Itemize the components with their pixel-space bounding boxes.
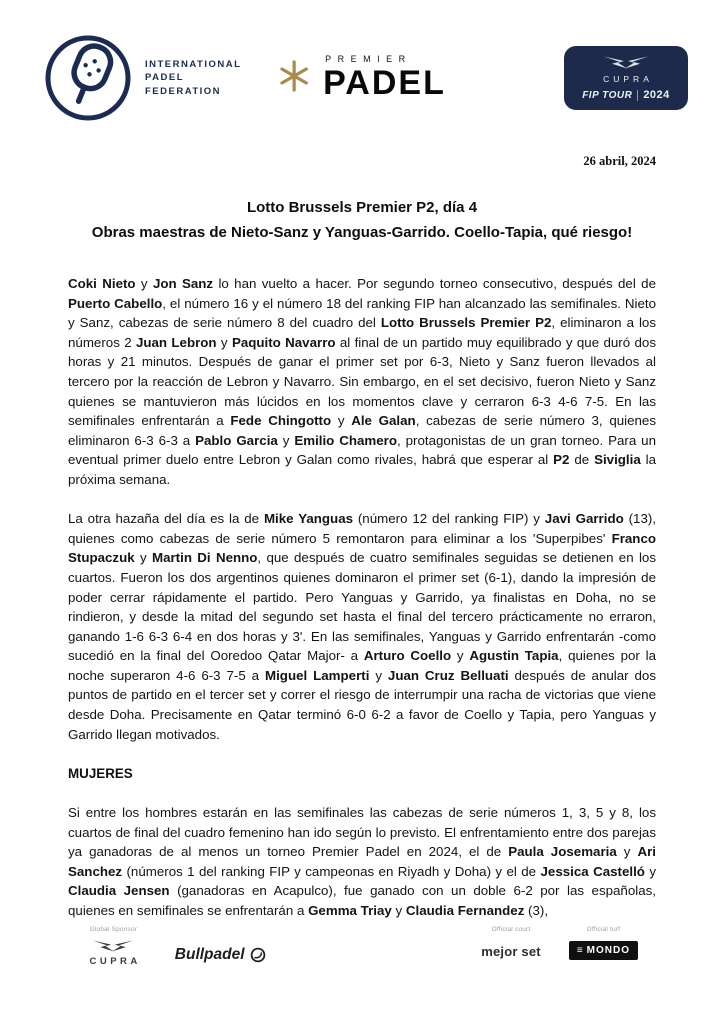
mondo-logo-text: MONDO — [586, 945, 630, 956]
cupra-emblem-icon — [92, 939, 134, 953]
cupra-logo — [86, 939, 141, 967]
premier-padel-star-icon — [278, 59, 310, 93]
official-court-label: Official court — [491, 926, 531, 933]
mejorset-logo: mejor set — [481, 944, 541, 959]
fip-tour-label: FIP TOUR — [582, 89, 633, 101]
mondo-logo — [569, 941, 638, 960]
sponsor-bullpadel — [175, 926, 266, 964]
fip-logo-line-3: FEDERATION — [145, 85, 222, 97]
bullpadel-logo — [175, 946, 266, 964]
fip-logo-wordmark — [145, 58, 241, 99]
document-title — [0, 196, 724, 245]
paragraph-mujeres: Si entre los hombres estarán en las semifinales las cabezas de serie números 1, 3, 5 y 8, los cuartos de final del cuadro femenino han ido según lo previsto. El enfrentamiento entre dos parejas ya ganadoras de al menos un torneo Premier Padel en 2024, el de Paula Josemaria y Ari Sanchez (números 1 del ranking FIP y campeonas en Riyadh y Doha) y el de Jessica Castelló y Claudia Jensen (ganadoras en Acapulco), fue ganado con un doble 6-2 por las españolas, quienes en semifinales se enfrentarán a Gemma Triay y Claudia Fernandez (3), — [68, 805, 657, 918]
mondo-lines-icon: ≡ — [576, 945, 583, 956]
paragraph-yanguas-garrido: La otra hazaña del día es la de Mike Yanguas (número 12 del ranking FIP) y Javi Garrido (13), quienes como cabezas de serie número 5 remontaron para eliminar a los 'Superpibes' Franco Stupaczuk y Martin Di Nenno, que después de cuatro semifinales seguidas se detienen en los cuartos. Fueron los dos argentinos quienes dominaron el primer set (6-1), dando la impresión de poder cerrar rápidamente el partido. Pero Yanguas y Garrido, ya finalistas en Doha, no se rindieron, y desde la mitad del segundo set hasta el final del tercero prácticamente no erraron, ganando 1-6 6-3 6-4 en dos horas y 3'. En las semifinales, Yanguas y Garrido enfrentarán -como sucedió en la final del Ooredoo Qatar Major- a Arturo Coello y Agustin Tapia, quienes por la noche superaron 4-6 6-3 7-5 a Miguel Lamperti y Juan Cruz Belluati después de anular dos puntos de partido en el tercer set y correr el riesgo de interrumpir una racha de victorias que viene desde Doha. Precisamente en Qatar terminó 6-0 6-2 a favor de Coello y Tapia, pero Yanguas y Garrido llegan motivados. — [68, 511, 656, 742]
premier-padel-wordmark — [323, 54, 446, 102]
official-turf-label: Official turf — [586, 926, 621, 933]
paragraph-nieto-sanz: Coki Nieto y Jon Sanz lo han vuelto a hacer. Por segundo torneo consecutivo, después del de Puerto Cabello, el número 16 y el número 18 del ranking FIP han alcanzado las semifinales. Nieto y Sanz, cabezas de serie número 8 del cuadro del Lotto Brussels Premier P2, eliminaron a los números 2 Juan Lebron y Paquito Navarro al final de un partido muy equilibrado y que duró dos horas y 21 minutos. Después de ganar el primer set por 6-3, Nieto y Sanz fueron llevados al tercero por la reacción de Lebron y Navarro. Sin embargo, en el set decisivo, fueron Nieto y Sanz quienes se mantuvieron más lúcidos en los momentos clave y cerraron 6-3 4-6 7-5. En las semifinales enfrentarán a Fede Chingotto y Ale Galan, cabezas de serie número 3, quienes eliminaron 6-3 6-3 a Pablo Garcia y Emilio Chamero, protagonistas de un gran torneo. Para un eventual primer duelo entre Lebron y Galan como rivales, habrá que esperar al P2 de Siviglia la próxima semana. — [68, 276, 657, 487]
cupra-emblem-icon — [603, 55, 649, 70]
sponsor-mondo — [569, 926, 638, 960]
date-row — [0, 154, 724, 169]
bullpadel-logo-text: Bullpadel — [174, 946, 245, 963]
bullpadel-ball-icon — [250, 947, 266, 963]
document-date: 26 abril, 2024 — [583, 154, 656, 168]
sponsor-mejorset — [481, 926, 541, 959]
fip-emblem-icon — [44, 34, 132, 122]
global-sponsor-label: Global Sponsor — [89, 926, 138, 933]
cupra-fip-tour-badge — [564, 46, 688, 110]
premier-wordmark-top: PREMIER — [325, 54, 412, 64]
cupra-logo-text: CUPRA — [89, 956, 141, 967]
fip-logo-line-2: PADEL — [145, 72, 184, 84]
sponsor-cupra — [86, 926, 141, 967]
fip-tour-year: 2024 — [643, 89, 670, 101]
sponsor-footer — [0, 926, 724, 967]
title-line-2: Obras maestras de Nieto-Sanz y Yanguas-Garrido. Coello-Tapia, qué riesgo! — [91, 223, 633, 241]
fip-tour-row — [582, 89, 670, 101]
fip-logo-line-1: INTERNATIONAL — [145, 58, 242, 70]
document-header — [0, 0, 724, 128]
divider — [637, 90, 638, 101]
premier-wordmark-bottom: PADEL — [323, 64, 446, 102]
fip-federation-logo — [44, 34, 241, 122]
article-body — [68, 274, 656, 921]
section-header-mujeres: MUJERES — [68, 765, 133, 781]
premier-padel-logo — [278, 54, 446, 102]
title-line-1: Lotto Brussels Premier P2, día 4 — [246, 199, 478, 216]
cupra-wordmark: CUPRA — [603, 74, 653, 84]
